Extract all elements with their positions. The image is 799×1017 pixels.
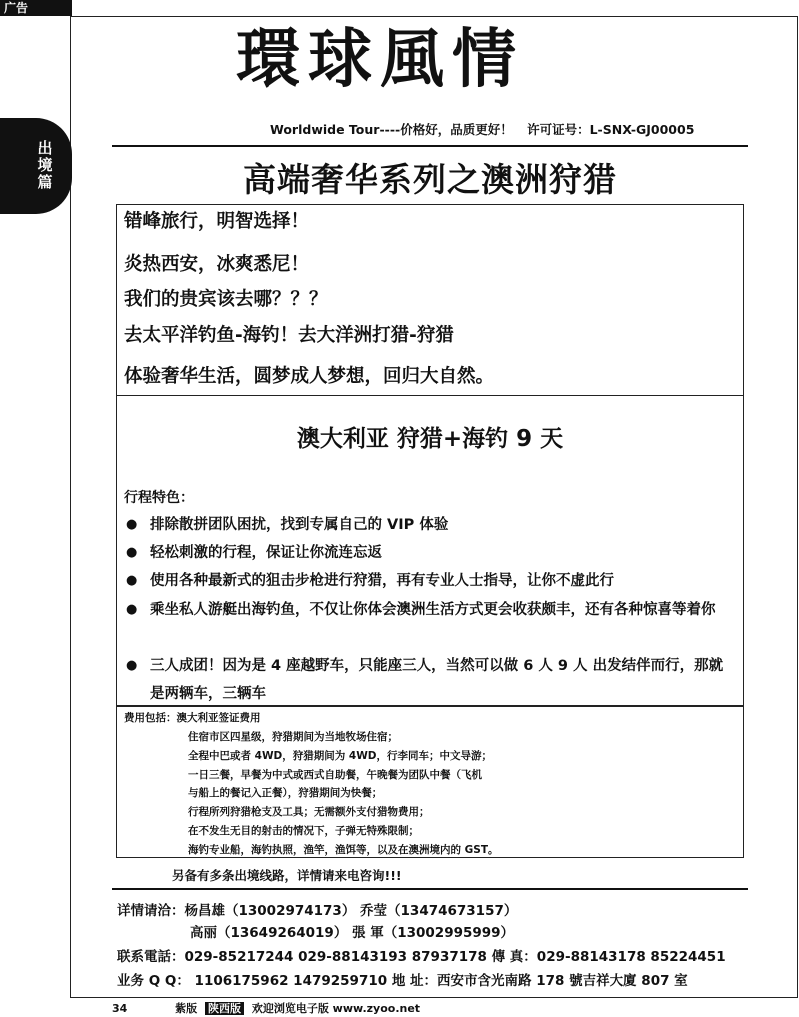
headline: 高端奢华系列之澳洲狩猎 — [243, 160, 617, 199]
fee-item: 住宿市区四星级，狩猎期间为当地牧场住宿； — [188, 731, 398, 743]
fees-label: 费用包括：澳大利亚签证费用 — [124, 712, 261, 724]
header-rule — [112, 145, 748, 147]
more-routes-note: 另备有多条出境线路，详情请来电咨询!!! — [172, 868, 402, 883]
fee-item: 在不发生无目的射击的情况下，子弹无特殊限制； — [188, 825, 419, 837]
slogan: 我们的贵宾该去哪？？？ — [124, 289, 328, 310]
edition-badge: 陕西版 — [205, 1002, 244, 1015]
fee-item: 全程中巴或者 4WD，狩猎期间为 4WD，行李同车；中文导游； — [188, 750, 493, 762]
page-footer — [112, 1000, 420, 1016]
bullet-icon: ● — [126, 658, 138, 673]
fee-item: 行程所列狩猎枪支及工具；无需额外支付猎物费用； — [188, 806, 430, 818]
feature-item: ● 轻松刺激的行程，保证让你流连忘返 — [126, 539, 736, 567]
feature-item: ● 三人成团！因为是 4 座越野车，只能座三人，当然可以做 6 人 9 人 出发结伴而行，那就是两辆车，三辆车 — [126, 652, 736, 708]
brand-subtitle — [270, 120, 704, 138]
page-number: 34 — [112, 1002, 128, 1015]
bullet-icon: ● — [126, 573, 138, 588]
slogan: 错峰旅行，明智选择！ — [124, 211, 310, 232]
license-number: 许可证号：L-SNX-GJ00005 — [527, 122, 695, 137]
box-divider — [116, 395, 744, 396]
ad-tag: 广告 — [0, 0, 72, 16]
brand-title: 環球風情 — [236, 22, 524, 97]
main-box — [116, 204, 744, 706]
bullet-icon: ● — [126, 545, 138, 560]
fee-item: 海钓专业船，海钓执照，渔竿，渔饵等，以及在澳洲境内的 GST。 — [188, 844, 499, 856]
fee-item: 与船上的餐记入正餐），狩猎期间为快餐； — [188, 787, 383, 799]
contact-rule — [112, 888, 748, 890]
edition-label: 紫版 — [175, 1002, 198, 1015]
brand-tagline: Worldwide Tour----价格好，品质更好！ — [270, 122, 513, 137]
contact-address: 业务 Q Q： 1106175962 1479259710 地 址：西安市含光南路 178 號吉祥大廈 807 室 — [117, 973, 688, 989]
bullet-icon: ● — [126, 517, 138, 532]
section-side-tab-label: 出境篇 — [37, 139, 53, 191]
contact-line: 详情请洽：杨昌雄（13002974173） 乔莹（13474673157） — [117, 903, 518, 919]
contact-line: 高丽（13649264019） 張 軍（13002995999） — [190, 925, 515, 941]
features-label: 行程特色： — [124, 490, 194, 506]
bullet-icon: ● — [126, 602, 138, 617]
slogan: 炎热西安，冰爽悉尼！ — [124, 254, 310, 275]
contact-phone: 联系電話：029-85217244 029-88143193 87937178 傳 真：029-88143178 85224451 — [117, 949, 726, 965]
trip-title: 澳大利亚 狩猎+海钓 9 天 — [296, 426, 564, 452]
footer-note: 欢迎浏览电子版 www.zyoo.net — [251, 1002, 421, 1015]
feature-item: ● 使用各种最新式的狙击步枪进行狩猎，再有专业人士指导，让你不虚此行 — [126, 567, 736, 595]
slogan: 去太平洋钓鱼-海钓！去大洋洲打猎-狩猎 — [124, 325, 454, 346]
fee-item: 一日三餐，早餐为中式或西式自助餐，午晚餐为团队中餐（飞机 — [188, 769, 482, 781]
feature-item: ● 排除散拼团队困扰，找到专属自己的 VIP 体验 — [126, 511, 736, 539]
feature-item: ● 乘坐私人游艇出海钓鱼，不仅让你体会澳洲生活方式更会收获颇丰，还有各种惊喜等着你 — [126, 596, 736, 624]
slogan: 体验奢华生活，圆梦成人梦想，回归大自然。 — [124, 366, 495, 387]
